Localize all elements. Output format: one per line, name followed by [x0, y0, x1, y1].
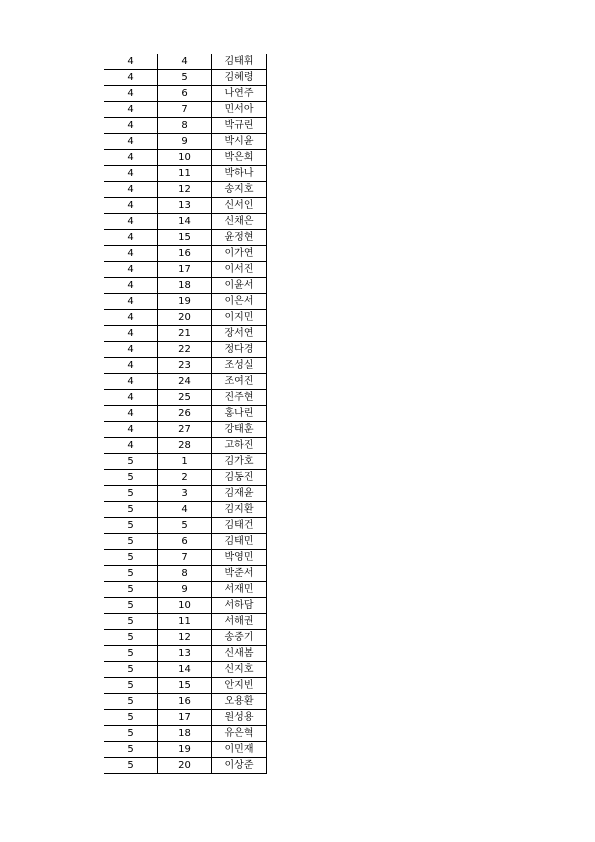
- name-cell: 박하나: [212, 166, 267, 182]
- name-cell: 오용환: [212, 694, 267, 710]
- table-row: [104, 454, 267, 470]
- number-cell: 10: [158, 150, 212, 166]
- name-cell: 송지호: [212, 182, 267, 198]
- class-cell: 4: [104, 166, 158, 182]
- name-cell: 이지민: [212, 310, 267, 326]
- name-cell: 이윤서: [212, 278, 267, 294]
- number-cell: 19: [158, 742, 212, 758]
- class-cell: 4: [104, 326, 158, 342]
- class-cell: 5: [104, 694, 158, 710]
- class-cell: 5: [104, 758, 158, 774]
- number-cell: 12: [158, 182, 212, 198]
- name-cell: 이민재: [212, 742, 267, 758]
- table-row: [104, 230, 267, 246]
- number-cell: 18: [158, 726, 212, 742]
- name-cell: 조여진: [212, 374, 267, 390]
- name-cell: 신지호: [212, 662, 267, 678]
- class-cell: 4: [104, 70, 158, 86]
- table-row: [104, 390, 267, 406]
- number-cell: 15: [158, 678, 212, 694]
- name-cell: 신서인: [212, 198, 267, 214]
- name-cell: 송중기: [212, 630, 267, 646]
- number-cell: 22: [158, 342, 212, 358]
- number-cell: 4: [158, 502, 212, 518]
- class-cell: 4: [104, 246, 158, 262]
- name-cell: 박시윤: [212, 134, 267, 150]
- table-row: [104, 630, 267, 646]
- table-row: [104, 118, 267, 134]
- class-cell: 4: [104, 294, 158, 310]
- name-cell: 서해권: [212, 614, 267, 630]
- number-cell: 16: [158, 246, 212, 262]
- class-cell: 4: [104, 150, 158, 166]
- roster-body: [104, 54, 267, 774]
- class-cell: 5: [104, 502, 158, 518]
- name-cell: 유은혁: [212, 726, 267, 742]
- name-cell: 박영민: [212, 550, 267, 566]
- class-cell: 5: [104, 598, 158, 614]
- table-row: [104, 262, 267, 278]
- table-row: [104, 358, 267, 374]
- number-cell: 12: [158, 630, 212, 646]
- class-cell: 4: [104, 406, 158, 422]
- class-cell: 4: [104, 118, 158, 134]
- table-row: [104, 150, 267, 166]
- table-row: [104, 726, 267, 742]
- name-cell: 이가연: [212, 246, 267, 262]
- name-cell: 박은희: [212, 150, 267, 166]
- class-cell: 5: [104, 518, 158, 534]
- table-row: [104, 198, 267, 214]
- name-cell: 신채은: [212, 214, 267, 230]
- table-row: [104, 134, 267, 150]
- table-row: [104, 598, 267, 614]
- class-cell: 4: [104, 262, 158, 278]
- table-row: [104, 166, 267, 182]
- table-row: [104, 422, 267, 438]
- table-row: [104, 470, 267, 486]
- class-cell: 5: [104, 550, 158, 566]
- number-cell: 24: [158, 374, 212, 390]
- name-cell: 안지빈: [212, 678, 267, 694]
- class-cell: 5: [104, 470, 158, 486]
- number-cell: 8: [158, 566, 212, 582]
- number-cell: 11: [158, 166, 212, 182]
- name-cell: 이상준: [212, 758, 267, 774]
- number-cell: 8: [158, 118, 212, 134]
- table-row: [104, 406, 267, 422]
- class-cell: 5: [104, 534, 158, 550]
- class-cell: 4: [104, 134, 158, 150]
- number-cell: 2: [158, 470, 212, 486]
- class-cell: 5: [104, 630, 158, 646]
- number-cell: 16: [158, 694, 212, 710]
- name-cell: 장서연: [212, 326, 267, 342]
- number-cell: 28: [158, 438, 212, 454]
- number-cell: 13: [158, 646, 212, 662]
- table-row: [104, 374, 267, 390]
- class-cell: 4: [104, 390, 158, 406]
- number-cell: 15: [158, 230, 212, 246]
- class-cell: 5: [104, 726, 158, 742]
- table-row: [104, 502, 267, 518]
- table-row: [104, 182, 267, 198]
- class-cell: 4: [104, 86, 158, 102]
- number-cell: 6: [158, 86, 212, 102]
- name-cell: 나연주: [212, 86, 267, 102]
- class-cell: 4: [104, 342, 158, 358]
- table-row: [104, 326, 267, 342]
- class-cell: 4: [104, 182, 158, 198]
- number-cell: 7: [158, 550, 212, 566]
- name-cell: 이은서: [212, 294, 267, 310]
- number-cell: 5: [158, 70, 212, 86]
- class-cell: 4: [104, 374, 158, 390]
- table-row: [104, 70, 267, 86]
- number-cell: 20: [158, 310, 212, 326]
- table-row: [104, 550, 267, 566]
- number-cell: 17: [158, 710, 212, 726]
- table-row: [104, 662, 267, 678]
- name-cell: 김가호: [212, 454, 267, 470]
- number-cell: 21: [158, 326, 212, 342]
- class-cell: 4: [104, 310, 158, 326]
- name-cell: 박규린: [212, 118, 267, 134]
- table-row: [104, 54, 267, 70]
- number-cell: 23: [158, 358, 212, 374]
- class-cell: 5: [104, 646, 158, 662]
- name-cell: 김혜령: [212, 70, 267, 86]
- class-cell: 5: [104, 582, 158, 598]
- table-row: [104, 758, 267, 774]
- table-row: [104, 614, 267, 630]
- name-cell: 원성용: [212, 710, 267, 726]
- class-cell: 5: [104, 710, 158, 726]
- number-cell: 3: [158, 486, 212, 502]
- class-cell: 4: [104, 230, 158, 246]
- number-cell: 10: [158, 598, 212, 614]
- table-row: [104, 246, 267, 262]
- table-row: [104, 438, 267, 454]
- table-row: [104, 310, 267, 326]
- number-cell: 1: [158, 454, 212, 470]
- name-cell: 진주현: [212, 390, 267, 406]
- table-row: [104, 342, 267, 358]
- number-cell: 11: [158, 614, 212, 630]
- table-row: [104, 518, 267, 534]
- name-cell: 고하진: [212, 438, 267, 454]
- table-row: [104, 278, 267, 294]
- name-cell: 민서아: [212, 102, 267, 118]
- number-cell: 27: [158, 422, 212, 438]
- name-cell: 이서진: [212, 262, 267, 278]
- class-cell: 4: [104, 438, 158, 454]
- name-cell: 조성실: [212, 358, 267, 374]
- number-cell: 5: [158, 518, 212, 534]
- class-cell: 4: [104, 54, 158, 70]
- name-cell: 강태훈: [212, 422, 267, 438]
- table-row: [104, 534, 267, 550]
- number-cell: 14: [158, 662, 212, 678]
- table-row: [104, 582, 267, 598]
- number-cell: 17: [158, 262, 212, 278]
- name-cell: 홍나린: [212, 406, 267, 422]
- class-cell: 5: [104, 454, 158, 470]
- class-cell: 4: [104, 278, 158, 294]
- name-cell: 신새봄: [212, 646, 267, 662]
- name-cell: 김태건: [212, 518, 267, 534]
- table-row: [104, 486, 267, 502]
- number-cell: 26: [158, 406, 212, 422]
- class-cell: 4: [104, 214, 158, 230]
- number-cell: 9: [158, 582, 212, 598]
- number-cell: 19: [158, 294, 212, 310]
- table-row: [104, 214, 267, 230]
- class-cell: 5: [104, 678, 158, 694]
- class-cell: 5: [104, 742, 158, 758]
- name-cell: 김태민: [212, 534, 267, 550]
- class-cell: 4: [104, 358, 158, 374]
- number-cell: 9: [158, 134, 212, 150]
- table-row: [104, 710, 267, 726]
- name-cell: 서하담: [212, 598, 267, 614]
- class-cell: 5: [104, 662, 158, 678]
- number-cell: 18: [158, 278, 212, 294]
- number-cell: 20: [158, 758, 212, 774]
- name-cell: 윤정현: [212, 230, 267, 246]
- number-cell: 14: [158, 214, 212, 230]
- table-row: [104, 566, 267, 582]
- number-cell: 4: [158, 54, 212, 70]
- name-cell: 김태휘: [212, 54, 267, 70]
- number-cell: 13: [158, 198, 212, 214]
- table-row: [104, 646, 267, 662]
- class-cell: 4: [104, 422, 158, 438]
- class-cell: 5: [104, 614, 158, 630]
- table-row: [104, 86, 267, 102]
- name-cell: 정다경: [212, 342, 267, 358]
- name-cell: 서재민: [212, 582, 267, 598]
- table-row: [104, 694, 267, 710]
- table-row: [104, 294, 267, 310]
- table-row: [104, 742, 267, 758]
- number-cell: 7: [158, 102, 212, 118]
- table-row: [104, 678, 267, 694]
- table-row: [104, 102, 267, 118]
- name-cell: 김동진: [212, 470, 267, 486]
- class-cell: 4: [104, 198, 158, 214]
- class-cell: 4: [104, 102, 158, 118]
- name-cell: 박준서: [212, 566, 267, 582]
- class-cell: 5: [104, 566, 158, 582]
- number-cell: 6: [158, 534, 212, 550]
- name-cell: 김재윤: [212, 486, 267, 502]
- student-roster-table: [104, 54, 267, 774]
- number-cell: 25: [158, 390, 212, 406]
- class-cell: 5: [104, 486, 158, 502]
- name-cell: 김지환: [212, 502, 267, 518]
